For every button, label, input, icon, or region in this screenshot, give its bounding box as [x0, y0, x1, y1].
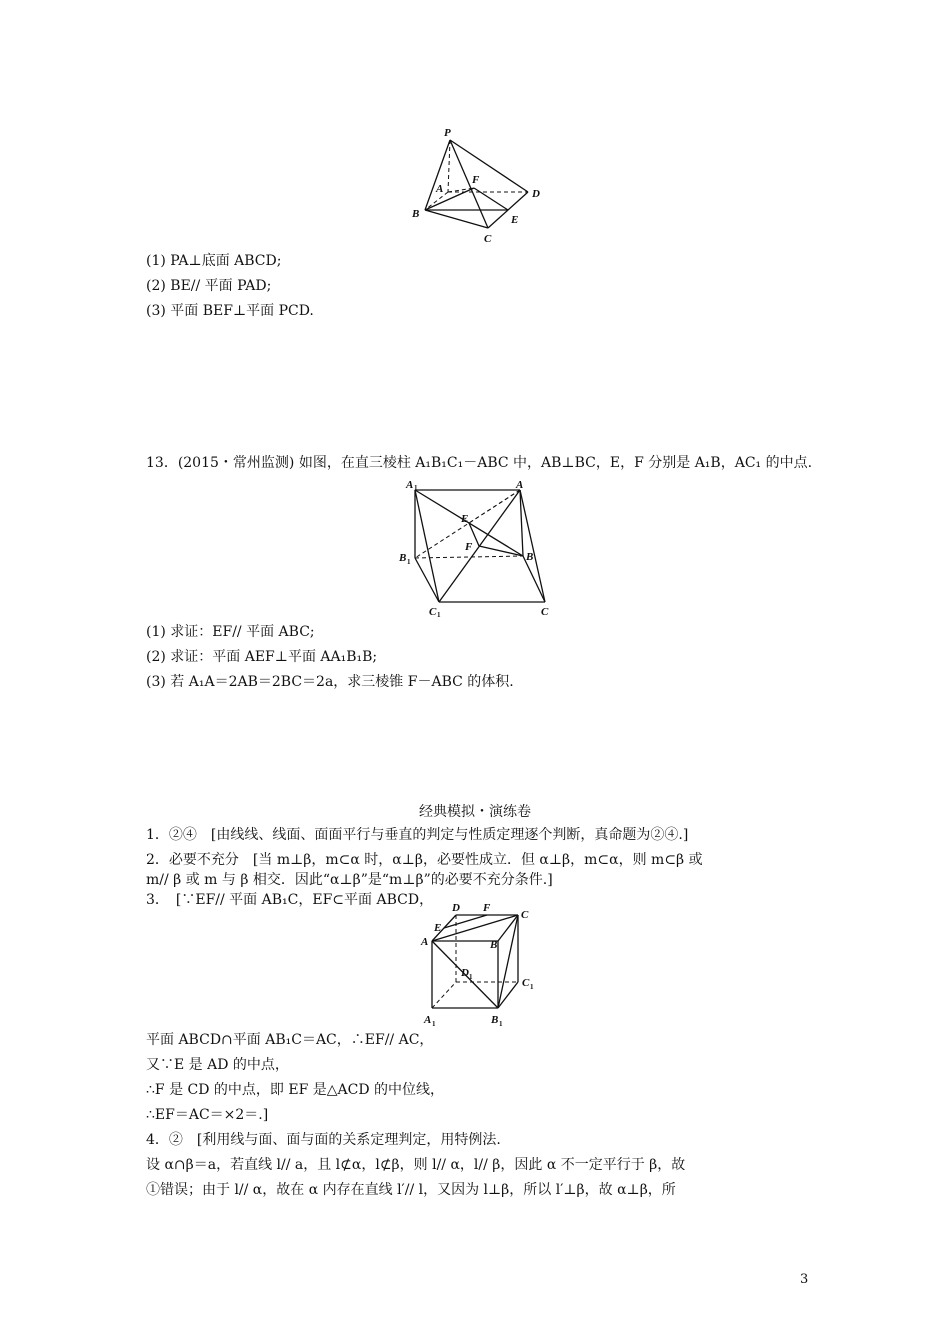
label-c: C — [484, 233, 492, 245]
label-a1-sub: 1 — [432, 1020, 436, 1028]
label-f: F — [465, 541, 473, 553]
q12-part3: (3) 平面 BEF⊥平面 PCD. — [146, 303, 314, 319]
label-b: B — [490, 939, 498, 951]
label-f: F — [483, 902, 491, 914]
label-b: B — [526, 551, 534, 563]
label-c: C — [541, 606, 549, 618]
label-d1: D — [461, 967, 469, 979]
label-b1-sub: 1 — [407, 558, 411, 566]
figure-prism — [395, 476, 565, 619]
answer-2-line1: 2．必要不充分 [当 m⊥β，m⊂α 时，α⊥β，必要性成立．但 α⊥β，m⊂α，则 m⊂β 或 — [146, 852, 703, 868]
label-e: E — [461, 513, 469, 525]
label-c1-sub: 1 — [437, 611, 441, 619]
answer-3-line5: ∴EF＝AC＝×2＝.] — [146, 1107, 269, 1123]
problem13-stem: 13．(2015・常州监测) 如图，在直三棱柱 A₁B₁C₁－ABC 中，AB⊥BC，E，F 分别是 A₁B，AC₁ 的中点. — [146, 455, 813, 471]
figure-pyramid — [400, 120, 560, 250]
label-c: C — [521, 909, 529, 921]
label-c1: C — [429, 606, 437, 618]
answers-title: 经典模拟・演练卷 — [419, 804, 531, 820]
q12-part2: (2) BE// 平面 PAD; — [146, 278, 272, 294]
edge-bc — [425, 210, 488, 228]
label-c1-sub: 1 — [530, 983, 534, 991]
edge-b1b — [415, 556, 523, 558]
label-b1: B — [491, 1014, 499, 1026]
edge-a1c1 — [415, 490, 439, 602]
answer-2-line2: m// β 或 m 与 β 相交．因此“α⊥β”是“m⊥β”的必要不充分条件.] — [146, 872, 553, 888]
answer-3-line1: 3． [∵EF// 平面 AB₁C，EF⊂平面 ABCD， — [146, 892, 434, 908]
edge-a1d1 — [432, 982, 456, 1008]
page-number: 3 — [800, 1272, 809, 1287]
answer-3-line4: ∴F 是 CD 的中点，即 EF 是△ACD 的中位线， — [146, 1082, 445, 1098]
edge-pb — [425, 140, 450, 210]
label-b1: B — [399, 552, 407, 564]
label-b1-sub: 1 — [499, 1020, 503, 1028]
label-d: D — [532, 188, 540, 200]
problem13-part1: (1) 求证：EF// 平面 ABC; — [146, 624, 315, 640]
answer-4-line2: 设 α∩β＝a，若直线 l// a，且 l⊄α，l⊄β，则 l// α，l// β，因此 α 不一定平行于 β，故 — [146, 1157, 686, 1173]
edge-ae — [469, 490, 520, 523]
label-d: D — [452, 902, 460, 914]
label-d1-sub: 1 — [469, 973, 473, 981]
label-a1-sub: 1 — [414, 484, 418, 492]
edge-fb — [479, 546, 523, 556]
answer-3-line2: 平面 ABCD∩平面 AB₁C＝AC，∴EF// AC， — [146, 1032, 434, 1048]
answer-3-line3: 又∵E 是 AD 的中点， — [146, 1057, 289, 1073]
label-b: B — [412, 208, 420, 220]
label-p: P — [444, 127, 451, 139]
edge-pa — [448, 140, 450, 192]
answer-4-line1: 4．② [利用线与面、面与面的关系定理判定，用特例法. — [146, 1132, 501, 1148]
edge-b1c1 — [415, 558, 439, 602]
problem13-part2: (2) 求证：平面 AEF⊥平面 AA₁B₁B; — [146, 649, 378, 665]
label-e: E — [511, 214, 519, 226]
label-a1: A — [406, 479, 414, 491]
answer-4-line3: ①错误；由于 l// α，故在 α 内存在直线 l′// l，又因为 l⊥β，所以 l′⊥β，故 α⊥β，所 — [146, 1182, 676, 1198]
figure-cube — [418, 898, 558, 1030]
label-c1: C — [522, 977, 530, 989]
label-a1: A — [424, 1014, 432, 1026]
label-a: A — [516, 479, 524, 491]
answer-1: 1．②④ [由线线、线面、面面平行与垂直的判定与性质定理逐个判断，真命题为②④.] — [146, 827, 689, 843]
label-e: E — [434, 922, 442, 934]
label-a: A — [436, 183, 444, 195]
q12-part1: (1) PA⊥底面 ABCD; — [146, 253, 282, 269]
edge-ac — [520, 490, 545, 602]
label-a: A — [421, 936, 429, 948]
problem13-part3: (3) 若 A₁A＝2AB＝2BC＝2a，求三棱锥 F－ABC 的体积. — [146, 674, 514, 690]
label-f: F — [472, 174, 480, 186]
